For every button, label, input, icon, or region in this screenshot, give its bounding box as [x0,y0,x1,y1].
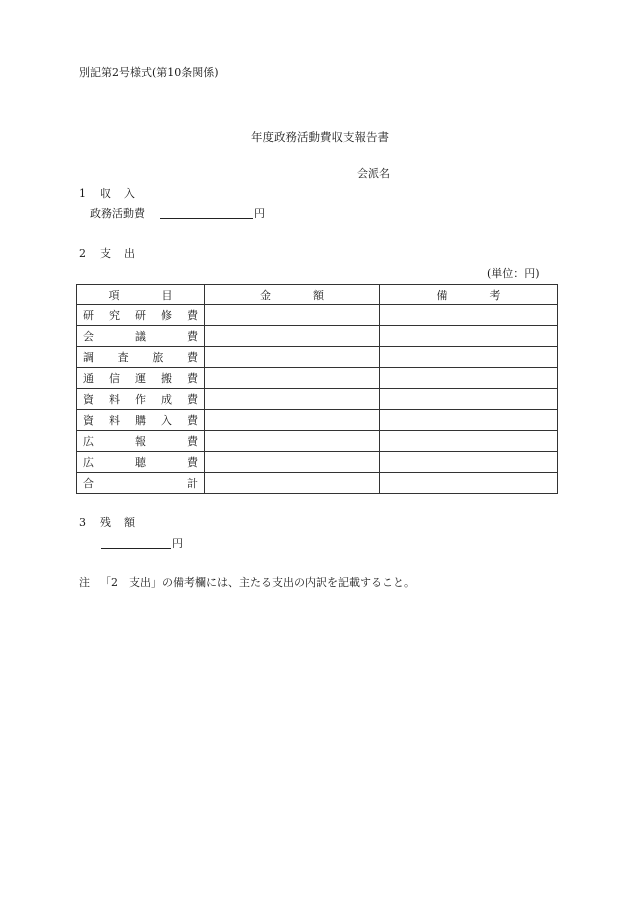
balance-heading-char: 残 [100,516,111,529]
row-item-char: 査 [117,351,129,364]
header-char: 額 [313,288,324,302]
row-item-char: 合 [83,477,94,490]
table-row [77,452,558,473]
party-name-label: 会派名 [357,167,390,180]
row-item-char: 購 [135,414,146,427]
row-amount-cell[interactable] [205,305,380,326]
row-item-char: 研 [83,309,94,322]
row-item-char: 議 [135,330,146,343]
income-item-label: 政務活動費 [90,207,145,220]
row-amount-cell[interactable] [205,452,380,473]
table-row [77,347,558,368]
balance-unit: 円 [172,537,183,550]
row-item-char: 広 [83,456,94,469]
header-char: 金 [260,288,271,302]
row-amount-cell[interactable] [205,431,380,452]
row-item-char: 入 [161,414,172,427]
row-item-char: 料 [109,393,120,406]
table-row [77,389,558,410]
header-char: 考 [489,288,501,302]
row-item-label [77,326,205,347]
expense-heading-char: 出 [124,247,135,260]
row-item-label [77,368,205,389]
note-text: 「2 支出」の備考欄には、主たる支出の内訳を記載すること。 [100,576,415,589]
row-item-char: 運 [135,372,146,385]
table-row [77,473,558,494]
row-remarks-cell[interactable] [380,431,558,452]
row-item-char: 計 [187,477,198,490]
income-heading-number: 1 [79,187,86,200]
header-char: 備 [436,288,448,302]
row-item-label [77,389,205,410]
row-remarks-cell[interactable] [380,326,558,347]
header-item [77,285,205,305]
row-amount-cell[interactable] [205,347,380,368]
header-remarks [380,285,558,305]
balance-heading-char: 額 [124,516,135,529]
income-heading-char: 入 [124,187,135,200]
row-item-char: 広 [83,435,94,448]
row-amount-cell[interactable] [205,410,380,431]
expense-table-body [77,305,558,494]
row-remarks-cell[interactable] [380,410,558,431]
form-label: 別記第2号様式(第10条関係) [79,66,219,79]
row-item-char: 費 [187,309,198,322]
balance-amount-line [101,548,171,549]
row-amount-cell[interactable] [205,473,380,494]
row-item-char: 料 [109,414,120,427]
row-item-label [77,347,205,368]
row-item-char: 究 [109,309,120,322]
row-item-char: 資 [83,393,94,406]
row-remarks-cell[interactable] [380,347,558,368]
row-remarks-cell[interactable] [380,389,558,410]
note-label: 注 [79,576,90,589]
row-item-char: 研 [135,309,146,322]
row-item-label [77,410,205,431]
row-item-char: 信 [109,372,120,385]
header-amount [205,285,380,305]
row-item-char: 費 [187,372,198,385]
table-row [77,326,558,347]
row-remarks-cell[interactable] [380,305,558,326]
expense-heading-char: 支 [100,247,111,260]
row-item-char: 調 [83,351,94,364]
row-remarks-cell[interactable] [380,473,558,494]
income-unit: 円 [254,207,265,220]
table-header-row [77,285,558,305]
row-item-char: 搬 [161,372,172,385]
table-row [77,410,558,431]
income-heading-char: 収 [100,187,111,200]
row-item-char: 費 [187,393,198,406]
expense-heading-number: 2 [79,247,86,260]
row-amount-cell[interactable] [205,389,380,410]
row-remarks-cell[interactable] [380,452,558,473]
unit-note: (単位：円) [487,267,540,280]
row-item-char: 通 [83,372,94,385]
row-item-char: 費 [187,435,198,448]
row-item-label [77,431,205,452]
row-amount-cell[interactable] [205,326,380,347]
row-item-label [77,452,205,473]
row-item-char: 聴 [135,456,146,469]
header-char: 項 [108,288,120,302]
row-item-char: 作 [135,393,146,406]
income-amount-line [160,218,253,219]
page-title: 年度政務活動費収支報告書 [251,130,389,144]
row-item-char: 費 [186,351,198,364]
row-item-char: 費 [187,456,198,469]
table-row [77,431,558,452]
row-item-char: 成 [161,393,172,406]
row-item-char: 旅 [152,351,164,364]
balance-heading-number: 3 [79,516,86,529]
header-char: 目 [161,288,173,302]
table-row [77,368,558,389]
table-row [77,305,558,326]
row-amount-cell[interactable] [205,368,380,389]
row-item-char: 費 [187,414,198,427]
row-item-char: 費 [187,330,198,343]
row-remarks-cell[interactable] [380,368,558,389]
row-item-char: 資 [83,414,94,427]
row-item-char: 報 [135,435,146,448]
row-item-label [77,305,205,326]
expense-table [76,284,558,494]
row-item-char: 会 [83,330,94,343]
row-item-char: 修 [161,309,172,322]
row-item-label [77,473,205,494]
